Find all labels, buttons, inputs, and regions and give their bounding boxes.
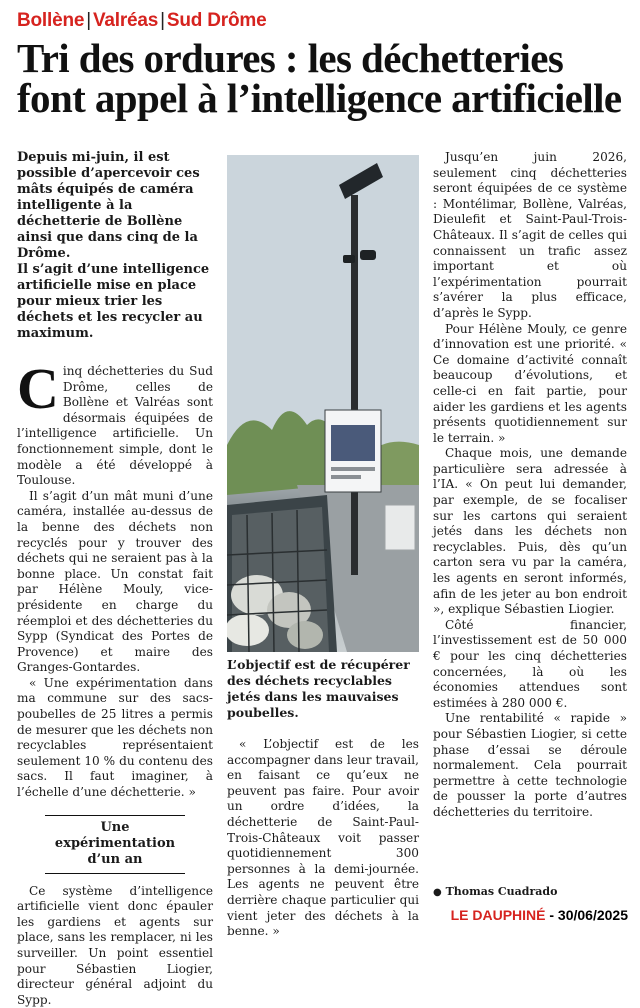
body-paragraph-9: Côté financier, l’investissement est de 50 000 € pour les cinq déchetteries concernées, là où les économies attendues sont estimées à 280 000 €. bbox=[433, 617, 627, 710]
column-2 bbox=[227, 737, 419, 940]
kicker-place-1: Bollène bbox=[17, 10, 85, 31]
publication-footer bbox=[451, 907, 628, 923]
signature-bullet-icon: ● bbox=[433, 887, 442, 898]
headline-line-2: font appel à l’intelligence artificielle bbox=[17, 75, 622, 121]
headline bbox=[17, 35, 632, 121]
drop-cap: C bbox=[17, 356, 59, 421]
body-paragraph-7: Pour Hélène Mouly, ce genre d’innovation est une priorité. « Ce domaine d’activité connaît beaucoup d’évolutions, et celle-ci en fait partie, pour aider les gardiens et les agents présents quotidiennement sur le terrain. » bbox=[433, 321, 627, 445]
author-signature bbox=[433, 885, 557, 898]
publication-name: LE DAUPHINÉ bbox=[450, 907, 546, 923]
section-kicker bbox=[17, 10, 266, 32]
headline-line-1: Tri des ordures : les déchetteries bbox=[17, 35, 564, 81]
body-paragraph-4: Ce système d’intelligence artificielle vient donc épauler les gardiens et agents sur place, sans les remplacer, ni les surveiller. Un point essentiel pour Sébastien Liogier, directeur général adjoint du Sypp. bbox=[17, 883, 213, 1007]
body-paragraph-2: Il s’agit d’un mât muni d’une caméra, installée au-dessus de la benne des déchets non recyclés pour y trouver des déchets qui ne seraient pas à la bonne place. Un constat fait par Hélène Mouly, vice-présidente en charge du réemploi et des déchetteries du Sypp (Syndicat des Portes de Provence) et maire des Granges-Gontardes. bbox=[17, 488, 213, 675]
author-name: Thomas Cuadrado bbox=[445, 885, 558, 898]
article-standfirst bbox=[17, 150, 213, 342]
kicker-place-3: Sud Drôme bbox=[166, 10, 267, 31]
kicker-separator: | bbox=[160, 10, 165, 31]
body-paragraph-3: « Une expérimentation dans ma commune sur des sacs-poubelles de 25 litres a permis de mesurer que les déchets non recyclables représentaient seulement 10 % du contenu des sacs. Il faut imaginer, à l’échelle d’une déchetterie. » bbox=[17, 675, 213, 800]
body-paragraph-1 bbox=[17, 356, 213, 489]
subheading: Une expérimentation d’un an bbox=[45, 815, 185, 874]
standfirst-paragraph-2: Il s’agit d’une intelligence artificielle mise en place pour mieux trier les déchets et les recycler au maximum. bbox=[17, 262, 210, 341]
body-paragraph-5: « L’objectif est de les accompagner dans leur travail, en faisant ce qu’eux ne peuvent pas faire. Pour avoir un ordre d’idées, la déchetterie de Saint-Paul-Trois-Châteaux voit passer quotidiennement 300 personnes à la demi-journée. Les agents ne peuvent être derrière chaque particulier qui vient jeter des déchets à la benne. » bbox=[227, 737, 419, 939]
column-1 bbox=[17, 150, 213, 1008]
body-paragraph-8: Chaque mois, une demande particulière sera adressée à l’IA. « On peut lui demander, par exemple, de se focaliser sur les cartons qui seraient jetés dans les déchets non recyclables. Puis, dès qu’un carton sera vu par la caméra, les agents en seront informés, afin de les jeter au bon endroit », explique Sébastien Liogier. bbox=[433, 446, 627, 617]
body-paragraph-1-text: inq déchetteries du Sud Drôme, celles de Bollène et Valréas sont désormais équipées de l’intelligence artificielle. Un fonctionnement simple, dont le modèle a été développé à Toulouse. bbox=[17, 364, 213, 488]
body-paragraph-6: Jusqu’en juin 2026, seulement cinq déchetteries seront équipées de ce système : Montélimar, Bollène, Valréas, Dieulefit et Saint-Paul-Trois-Châteaux. Il s’agit de celles qui connaissent un trafic assez important et où l’expérimentation pourrait s’avérer la plus efficace, d’après le Sypp. bbox=[433, 150, 627, 320]
kicker-separator: | bbox=[86, 10, 91, 31]
photo-camera-mast-illustration bbox=[227, 155, 419, 652]
photo-caption: L’objectif est de récupérer des déchets recyclables jetés dans les mauvaises poubelles. bbox=[227, 657, 410, 720]
column-3 bbox=[433, 150, 627, 821]
kicker-place-2: Valréas bbox=[92, 10, 159, 31]
publication-date: - 30/06/2025 bbox=[549, 907, 628, 923]
body-paragraph-10: Une rentabilité « rapide » pour Sébastien Liogier, si cette phase d’essai se déroule normalement. Cela pourrait permettre à cette technologie de pousser la porte d’autres déchetteries du territoire. bbox=[433, 711, 627, 819]
article-photo bbox=[227, 155, 419, 652]
standfirst-paragraph-1: Depuis mi-juin, il est possible d’apercevoir ces mâts équipés de caméra intelligente à la déchetterie de Bollène ainsi que dans cinq de la Drôme. bbox=[17, 150, 200, 261]
